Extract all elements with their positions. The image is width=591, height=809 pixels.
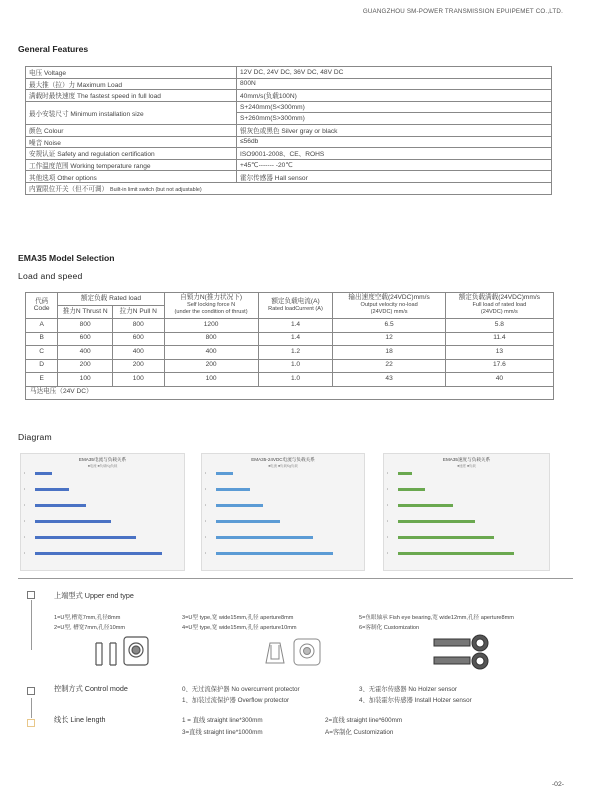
cell-noload: 18 [333,346,445,360]
length-opt-2: 2=直线 straight line*600mm [325,717,403,724]
length-opt-3: 3=直线 straight line*1000mm [182,729,263,736]
upper-end-opt-3: 3=U型 type,宽 wide15mm,孔径 aperture8mm [182,615,294,621]
features-table [25,66,552,195]
company-header: GUANGZHOU SM-POWER TRANSMISSION EPUIPEMET CO.,LTD. [362,8,563,15]
control-mode-title: 控制方式 Control mode [54,684,128,693]
cell-full: 5.8 [445,319,553,333]
col-code: 代码 Code [26,293,58,319]
chart-title: EMA35速度与负载关系 [442,457,491,462]
model-row [26,373,554,387]
u-clevis-icon [90,633,154,669]
chart-legend: ■电流 ■负载Kg负载 [87,464,118,468]
chart-tick-mark: • [387,503,389,507]
section-divider [18,578,573,579]
chart-bar [35,472,52,475]
cell-current: 1.0 [258,373,333,387]
upper-end-checkbox[interactable] [27,591,35,599]
line-length-checkbox[interactable] [27,719,35,727]
cell-code: C [26,346,58,360]
chart-bar [35,536,136,539]
cell-full: 11.4 [445,332,553,346]
cell-full: 13 [445,346,553,360]
model-selection-title: EMA35 Model Selection [18,253,115,263]
chart-title: EMA35电流与负载关系 [78,457,127,462]
chart-tick-mark: • [24,519,26,523]
cell-thrust: 800 [58,319,113,333]
length-opt-a: A=客制化 Customization [325,729,394,736]
cell-noload: 6.5 [333,319,445,333]
line-length-title: 线长 Line length [54,715,106,724]
chart-tick-mark: • [24,471,26,475]
cell-pull: 400 [112,346,164,360]
section-connector [31,698,32,718]
control-opt-4: 4、加装霍尔传感器 Install Holzer sensor [359,697,472,704]
model-row [26,359,554,373]
chart-bar [35,552,162,555]
chart-bar [398,552,514,555]
section-connector [31,600,32,650]
chart-bar [216,536,313,539]
chart-bar [35,520,111,523]
chart-bar [35,488,69,491]
diagram-title: Diagram [18,432,52,442]
cell-lock: 1200 [164,319,258,333]
chart-bar [216,552,333,555]
chart-bar [398,488,425,491]
feature-row: 最小安装尺寸 Minimum installation size S+240mm(S<300mm) [26,101,552,113]
col-self-lock: 自锁力N(推力状况下) Self locking force N (under the condition of thrust) [164,293,258,319]
feature-row-limit-switch: 内置限位开关（但不可调） Built-in limit switch (but not adjustable) [26,182,552,194]
chart-tick-mark: • [24,487,26,491]
cell-pull: 200 [112,359,164,373]
feature-row: S+260mm(S>300mm) [26,113,552,125]
cell-noload: 43 [333,373,445,387]
chart-tick-mark: • [387,471,389,475]
col-rated-load: 额定负载 Rated load [58,293,164,306]
chart-title: EMA35-24VDC电流与负载关系 [251,457,315,462]
load-speed-title: Load and speed [18,271,83,281]
cell-code: D [26,359,58,373]
chart-tick-mark: • [205,503,207,507]
cell-pull: 800 [112,319,164,333]
chart-tick-mark: • [387,487,389,491]
chart-bar [398,504,453,507]
feature-row: 噪音 Noise ≤56db [26,136,552,148]
chart-bar [216,472,233,475]
upper-end-opt-4: 4=U型 type,宽 wide15mm,孔径 aperture10mm [182,625,297,631]
upper-end-title: 上端型式 Upper end type [54,591,134,600]
model-row [26,346,554,360]
cell-full: 40 [445,373,553,387]
chart-tick-mark: • [387,551,389,555]
chart-legend: ■速度 ■负载 [457,464,476,468]
chart-tick-mark: • [205,535,207,539]
load-speed-table [25,292,554,400]
chart-bar [216,488,250,491]
chart-tick-mark: • [205,551,207,555]
cell-thrust: 200 [58,359,113,373]
length-opt-1: 1 = 直线 straight line*300mm [182,717,263,724]
bar-chart-2 [201,453,365,571]
cell-thrust: 100 [58,373,113,387]
feature-row: 满载时最快速度 The fastest speed in full load 40mm/s(负载100N) [26,90,552,102]
upper-end-opt-6: 6=客制化 Customization [359,625,420,631]
cell-pull: 600 [112,332,164,346]
cell-code: A [26,319,58,333]
cell-lock: 200 [164,359,258,373]
cell-noload: 22 [333,359,445,373]
feature-row: 安规认证 Safety and regulation certification ISO9001-2008、CE、ROHS [26,148,552,160]
upper-end-opt-2: 2=U型, 槽宽7mm,孔径10mm [54,625,126,631]
chart-bar [35,504,86,507]
control-opt-3: 3、无霍尔传感器 No Holzer sensor [359,686,457,693]
chart-tick-mark: • [205,487,207,491]
cell-thrust: 400 [58,346,113,360]
cell-pull: 100 [112,373,164,387]
control-opt-1: 1、加装过流保护器 Overflow protector [182,697,290,704]
feature-row: 颜色 Colour 银灰色或黑色 Silver gray or black [26,124,552,136]
col-thrust: 推力N Thrust N [58,306,113,319]
cell-current: 1.0 [258,359,333,373]
feature-row: 最大推（拉）力 Maximum Load 800N [26,78,552,90]
motor-voltage-row: 马达电压（24V DC） [26,386,554,400]
chart-legend: ■电流 ■负载Kg负载 [268,464,298,468]
feature-row: 电压 Voltage 12V DC, 24V DC, 36V DC, 48V DC [26,67,552,79]
chart-bar [216,504,263,507]
cell-code: B [26,332,58,346]
col-fullload-speed: 额定负载满载(24VDC)mm/s Full load of rated load (24VDC) mm/s [445,293,553,319]
chart-tick-mark: • [24,503,26,507]
model-row [26,332,554,346]
chart-bar [398,536,494,539]
model-row [26,319,554,333]
chart-tick-mark: • [387,535,389,539]
cell-full: 17.6 [445,359,553,373]
fish-eye-bearing-icon [430,633,500,673]
col-pull: 拉力N Pull N [112,306,164,319]
chart-tick-mark: • [24,535,26,539]
feature-row: 工作温度范围 Working temperature range +45℃------- -20℃ [26,159,552,171]
chart-bar [398,472,412,475]
cell-thrust: 600 [58,332,113,346]
chart-bar [216,520,280,523]
cell-lock: 800 [164,332,258,346]
chart-tick-mark: • [205,519,207,523]
cell-noload: 12 [333,332,445,346]
control-opt-0: 0、无过流保护器 No overcurrent protector [182,686,300,693]
feature-row: 其他选项 Other options 霍尔传感器 Hall sensor [26,171,552,183]
cell-current: 1.2 [258,346,333,360]
wide-u-clevis-icon [262,633,326,669]
chart-tick-mark: • [24,551,26,555]
chart-bar [398,520,475,523]
cell-code: E [26,373,58,387]
col-current: 额定负载电流(A) Rated loadCurrent (A) [258,293,333,319]
chart-tick-mark: • [387,519,389,523]
page-number: -02- [551,781,564,788]
control-mode-checkbox[interactable] [27,687,35,695]
cell-lock: 100 [164,373,258,387]
cell-current: 1.4 [258,332,333,346]
cell-current: 1.4 [258,319,333,333]
upper-end-opt-5: 5=鱼眼轴承 Fish eye bearing,宽 wide12mm,孔径 aperture8mm [359,615,514,621]
bar-chart-3 [383,453,550,571]
col-noload-speed: 输出速度空载(24VDC)mm/s Output velocity no-load (24VDC) mm/s [333,293,445,319]
upper-end-opt-1: 1=U型,槽宽7mm,孔径8mm [54,615,121,621]
bar-chart-1 [20,453,185,571]
cell-lock: 400 [164,346,258,360]
chart-tick-mark: • [205,471,207,475]
general-features-title: General Features [18,44,89,54]
